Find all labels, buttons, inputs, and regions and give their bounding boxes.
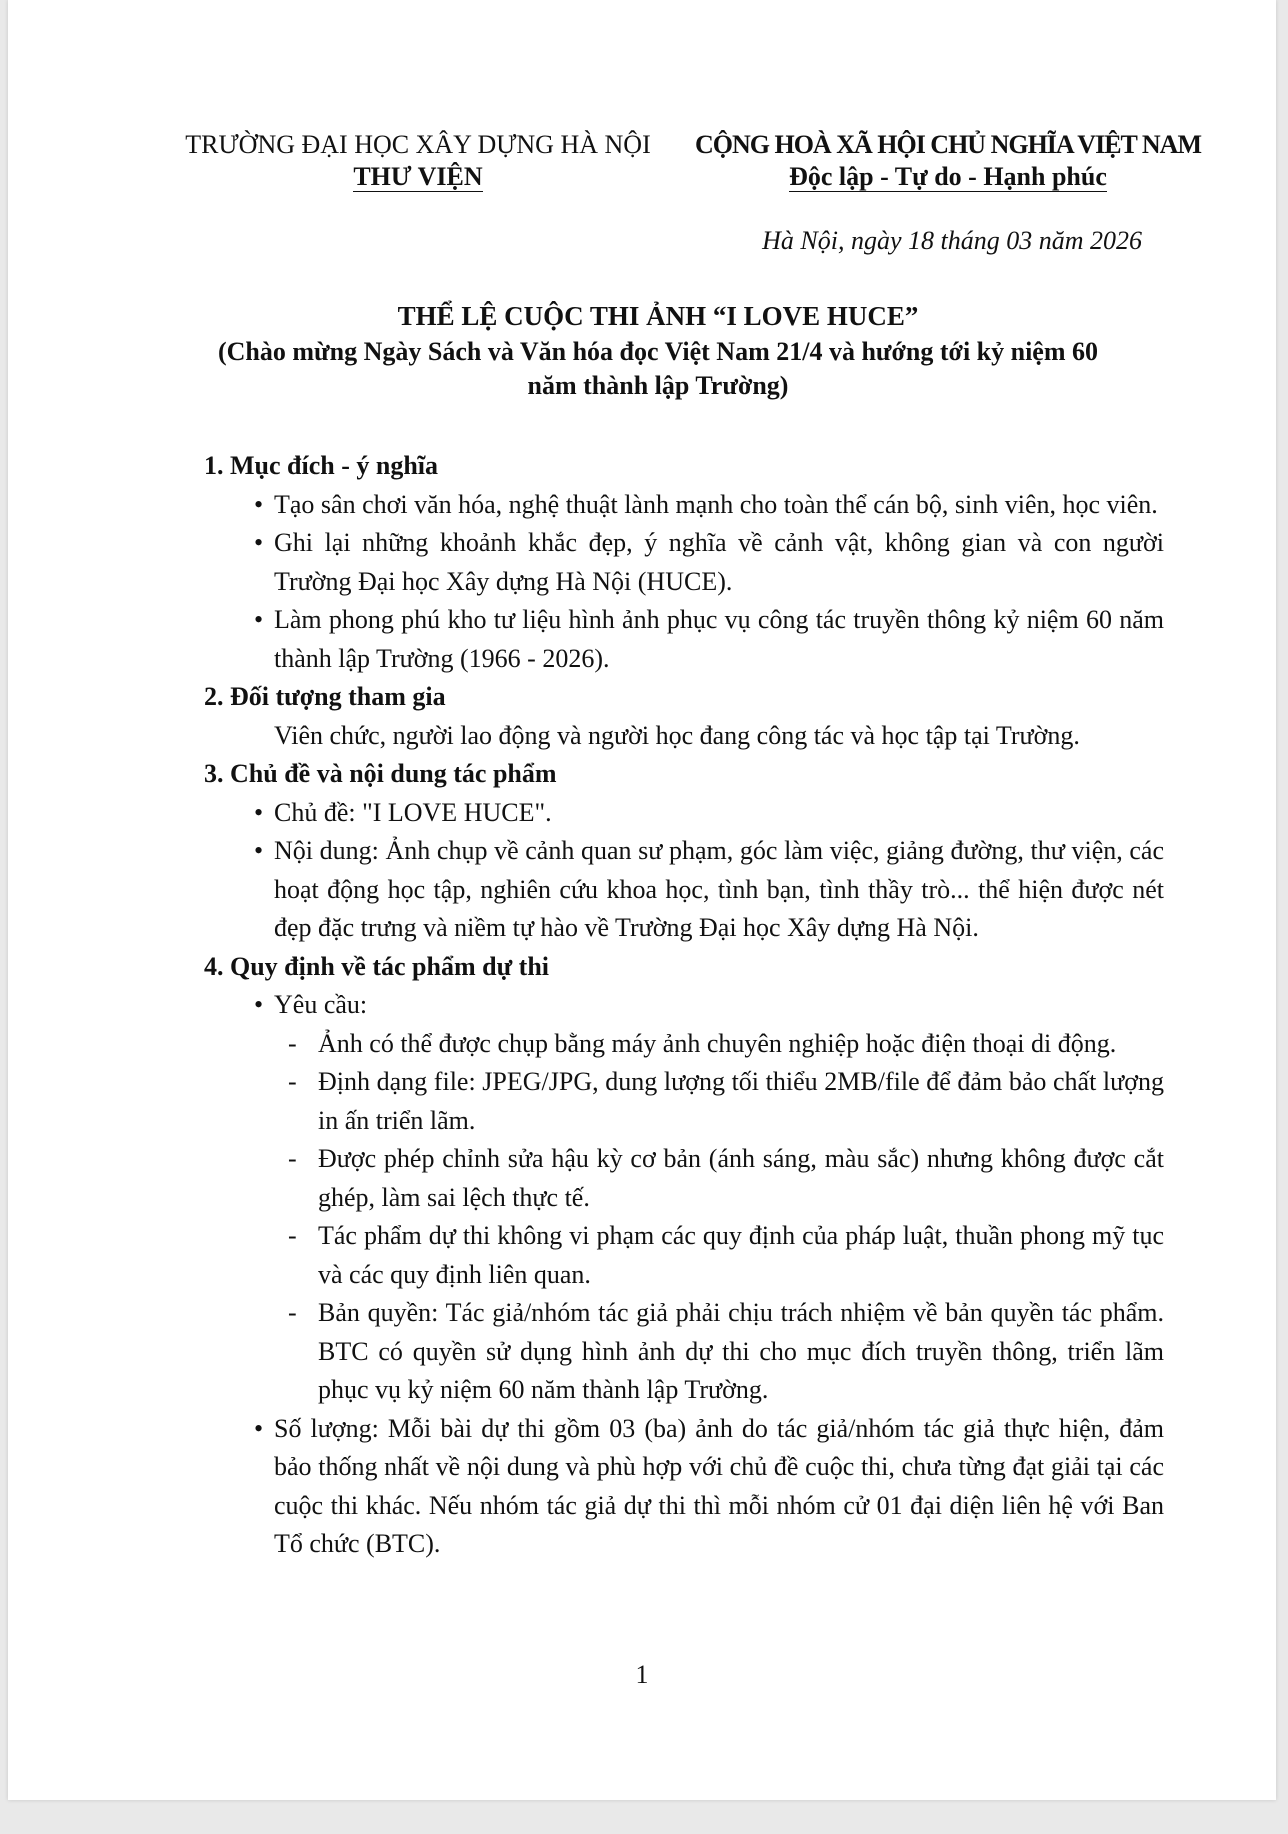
- list-item: • Ghi lại những khoảnh khắc đẹp, ý nghĩa về cảnh vật, không gian và con người Trường Đại học Xây dựng Hà Nội (HUCE).: [204, 524, 1164, 601]
- subtitle-line-1: (Chào mừng Ngày Sách và Văn hóa đọc Việt Nam 21/4 và hướng tới kỷ niệm 60: [217, 337, 1099, 366]
- dash-icon: -: [288, 1221, 297, 1250]
- requirement-item: - Định dạng file: JPEG/JPG, dung lượng tối thiểu 2MB/file để đảm bảo chất lượng in ấn triển lãm.: [204, 1063, 1164, 1140]
- header-right: [688, 129, 1208, 193]
- bullet-icon: •: [254, 836, 264, 865]
- document-page: [8, 0, 1276, 1800]
- requirement-item: - Được phép chỉnh sửa hậu kỳ cơ bản (ánh sáng, màu sắc) nhưng không được cắt ghép, làm sai lệch thực tế.: [204, 1140, 1164, 1217]
- document-date: Hà Nội, ngày 18 tháng 03 năm 2026: [762, 226, 1142, 255]
- requirement-item: - Tác phẩm dự thi không vi phạm các quy định của pháp luật, thuần phong mỹ tục và các quy định liên quan.: [204, 1217, 1164, 1294]
- national-motto: Độc lập - Tự do - Hạnh phúc: [789, 162, 1107, 191]
- section-heading-purpose: 1. Mục đích - ý nghĩa: [204, 451, 439, 480]
- bullet-icon: •: [254, 489, 264, 519]
- list-item: • Tạo sân chơi văn hóa, nghệ thuật lành mạnh cho toàn thể cán bộ, sinh viên, học viên.: [204, 486, 1164, 525]
- document-body: [204, 447, 1164, 1564]
- bullet-icon: •: [254, 605, 264, 634]
- header-left: [158, 129, 678, 193]
- list-item: • Nội dung: Ảnh chụp về cảnh quan sư phạm, góc làm việc, giảng đường, thư viện, các hoạt động học tập, nghiên cứu khoa học, tình bạn, tình thầy trò... thể hiện được nét đẹp đặc trưng và niềm tự hào về Trường Đại học Xây dựng Hà Nội.: [204, 832, 1164, 948]
- bullet-icon: •: [254, 990, 264, 1019]
- page-number: 1: [635, 1660, 649, 1689]
- section-heading-theme: 3. Chủ đề và nội dung tác phẩm: [204, 759, 557, 788]
- bullet-icon: •: [254, 1413, 264, 1443]
- subtitle-line-2: năm thành lập Trường): [527, 371, 789, 400]
- dash-icon: -: [288, 1144, 297, 1173]
- dash-icon: -: [288, 1028, 297, 1058]
- section-heading-rules: 4. Quy định về tác phẩm dự thi: [204, 951, 550, 981]
- list-item: • Chủ đề: "I LOVE HUCE".: [204, 794, 1164, 833]
- list-item: • Số lượng: Mỗi bài dự thi gồm 03 (ba) ảnh do tác giả/nhóm tác giả thực hiện, đảm bảo thống nhất về nội dung và phù hợp với chủ đề cuộc thi, chưa từng đạt giải tại các cuộc thi khác. Nếu nhóm tác giả dự thi thì mỗi nhóm cử 01 đại diện liên hệ với Ban Tổ chức (BTC).: [204, 1410, 1164, 1564]
- requirement-item: - Bản quyền: Tác giả/nhóm tác giả phải chịu trách nhiệm về bản quyền tác phẩm. BTC có quyền sử dụng hình ảnh dự thi cho mục đích truyền thông, triển lãm phục vụ kỷ niệm 60 năm thành lập Trường.: [204, 1294, 1164, 1410]
- bullet-icon: •: [254, 528, 264, 557]
- list-item: • Yêu cầu:: [204, 986, 1164, 1025]
- university-name: TRƯỜNG ĐẠI HỌC XÂY DỰNG HÀ NỘI: [185, 130, 651, 159]
- country-name: CỘNG HOÀ XÃ HỘI CHỦ NGHĨA VIỆT NAM: [694, 130, 1202, 159]
- participants-text: Viên chức, người lao động và người học đang công tác và học tập tại Trường.: [274, 720, 1080, 750]
- requirement-item: - Ảnh có thể được chụp bằng máy ảnh chuyên nghiệp hoặc điện thoại di động.: [204, 1025, 1164, 1064]
- library-unit: THƯ VIỆN: [353, 162, 483, 191]
- bullet-icon: •: [254, 797, 264, 827]
- dash-icon: -: [288, 1067, 297, 1096]
- section-heading-participants: 2. Đối tượng tham gia: [204, 682, 446, 711]
- dash-icon: -: [288, 1298, 297, 1327]
- list-item: • Làm phong phú kho tư liệu hình ảnh phục vụ công tác truyền thông kỷ niệm 60 năm thành lập Trường (1966 - 2026).: [204, 601, 1164, 678]
- title-block: [158, 299, 1158, 403]
- document-title: THỂ LỆ CUỘC THI ẢNH “I LOVE HUCE”: [397, 301, 919, 331]
